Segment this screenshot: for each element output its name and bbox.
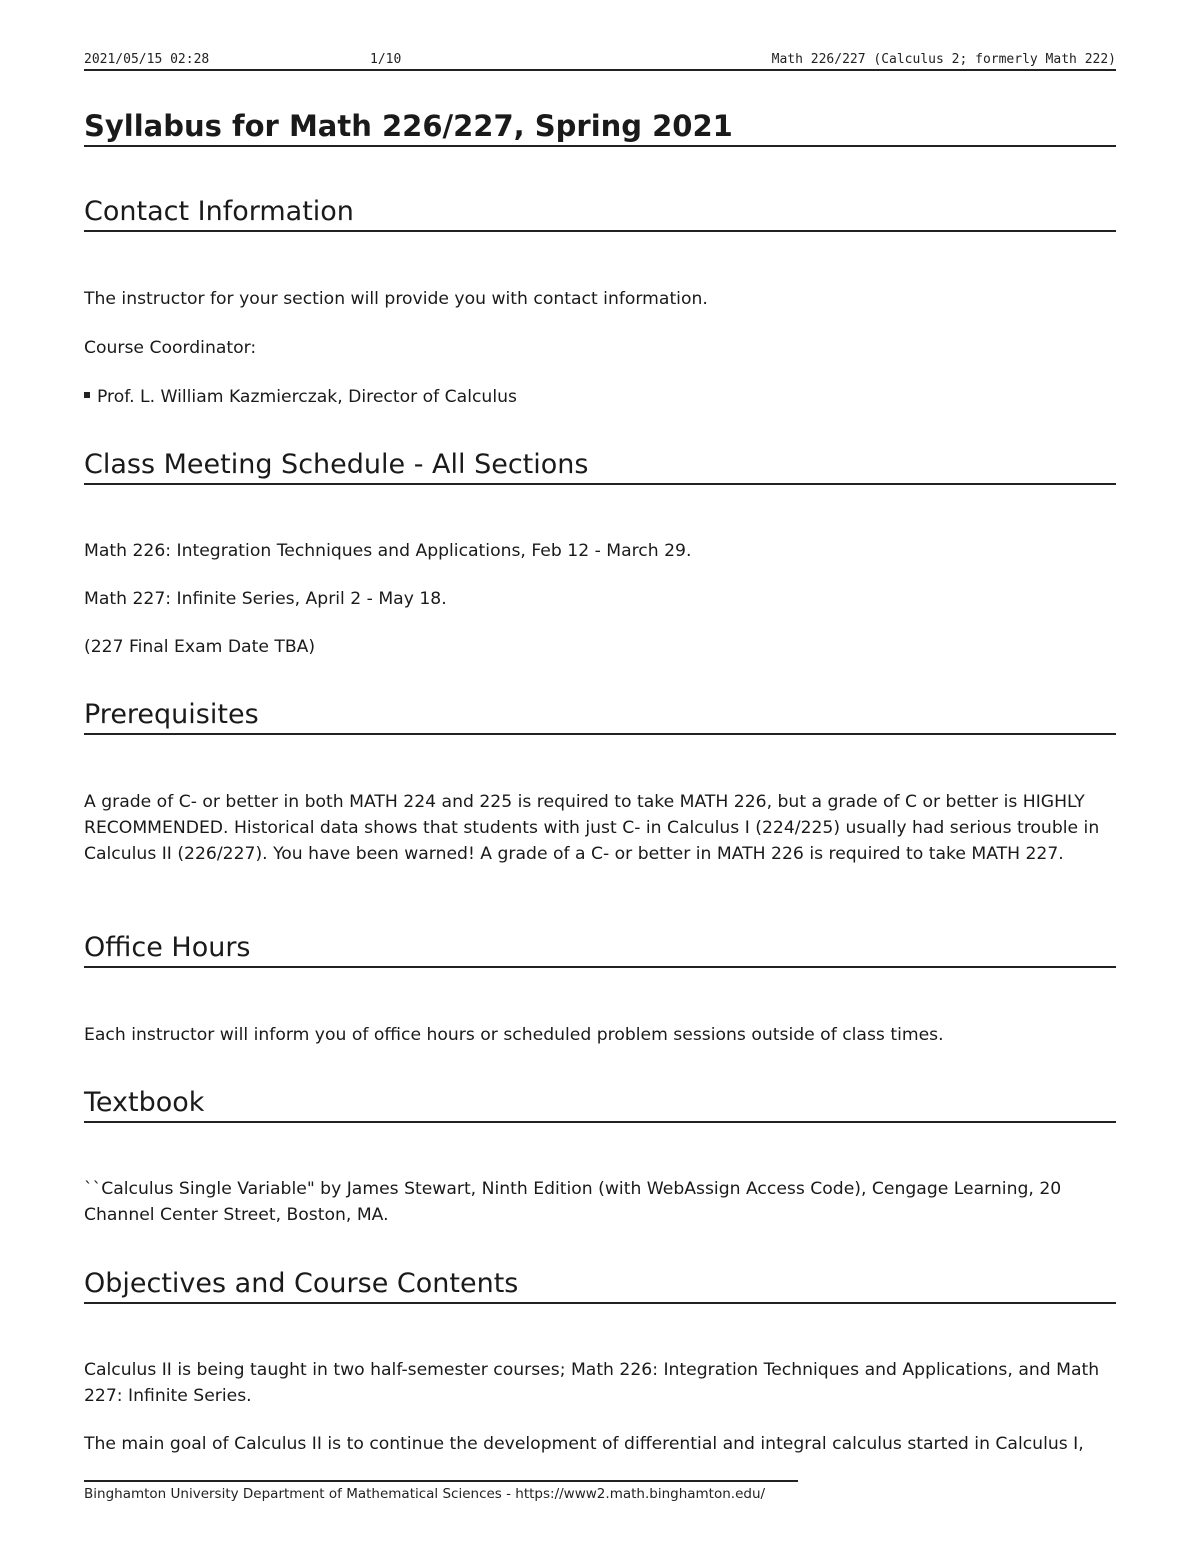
schedule-math-226: Math 226: Integration Techniques and Applications, Feb 12 - March 29. bbox=[84, 541, 692, 561]
bullet-icon bbox=[84, 392, 90, 398]
header-course-name: Math 226/227 (Calculus 2; formerly Math 222) bbox=[771, 52, 1116, 67]
course-coordinator-label: Course Coordinator: bbox=[84, 338, 257, 358]
objectives-paragraph-2: The main goal of Calculus II is to continue the development of differential and integral calculus started in Calculus I, bbox=[84, 1434, 1084, 1454]
header-timestamp: 2021/05/15 02:28 bbox=[84, 52, 210, 67]
prerequisites-paragraph: A grade of C- or better in both MATH 224 and 225 is required to take MATH 226, but a grade of C or better is HIGHLY RECOMMENDED. Historical data shows that students with just C- in Calculus I (224/225) usually had serious trouble in Calculus II (226/227). You have been warned! A grade of a C- or better in MATH 226 is required to take MATH 227. bbox=[84, 792, 1100, 864]
textbook-paragraph: ``Calculus Single Variable" by James Stewart, Ninth Edition (with WebAssign Access Code), Cengage Learning, 20 Channel Center Street, Boston, MA. bbox=[84, 1179, 1062, 1225]
document-title: Syllabus for Math 226/227, Spring 2021 bbox=[84, 108, 1116, 147]
section-heading-schedule: Class Meeting Schedule - All Sections bbox=[84, 448, 1116, 485]
contact-paragraph: The instructor for your section will provide you with contact information. bbox=[84, 289, 708, 309]
section-heading-office-hours: Office Hours bbox=[84, 931, 1116, 968]
section-heading-textbook: Textbook bbox=[84, 1086, 1116, 1123]
section-heading-prerequisites: Prerequisites bbox=[84, 698, 1116, 735]
document-page bbox=[84, 0, 1116, 1553]
header-page-number: 1/10 bbox=[370, 52, 402, 67]
objectives-paragraph-1: Calculus II is being taught in two half-semester courses; Math 226: Integration Techniques and Applications, and Math 227: Infinite Series. bbox=[84, 1360, 1100, 1406]
office-hours-paragraph: Each instructor will inform you of office hours or scheduled problem sessions outside of class times. bbox=[84, 1025, 944, 1045]
coordinator-list-item bbox=[84, 384, 1116, 410]
running-header bbox=[84, 52, 1116, 71]
schedule-math-227: Math 227: Infinite Series, April 2 - May 18. bbox=[84, 589, 447, 609]
schedule-final-exam: (227 Final Exam Date TBA) bbox=[84, 637, 316, 657]
page-footer: Binghamton University Department of Mathematical Sciences - https://www2.math.binghamton.edu/ bbox=[84, 1480, 798, 1503]
section-heading-objectives: Objectives and Course Contents bbox=[84, 1267, 1116, 1304]
coordinator-name: Prof. L. William Kazmierczak, Director of Calculus bbox=[97, 387, 517, 407]
section-heading-contact: Contact Information bbox=[84, 195, 1116, 232]
